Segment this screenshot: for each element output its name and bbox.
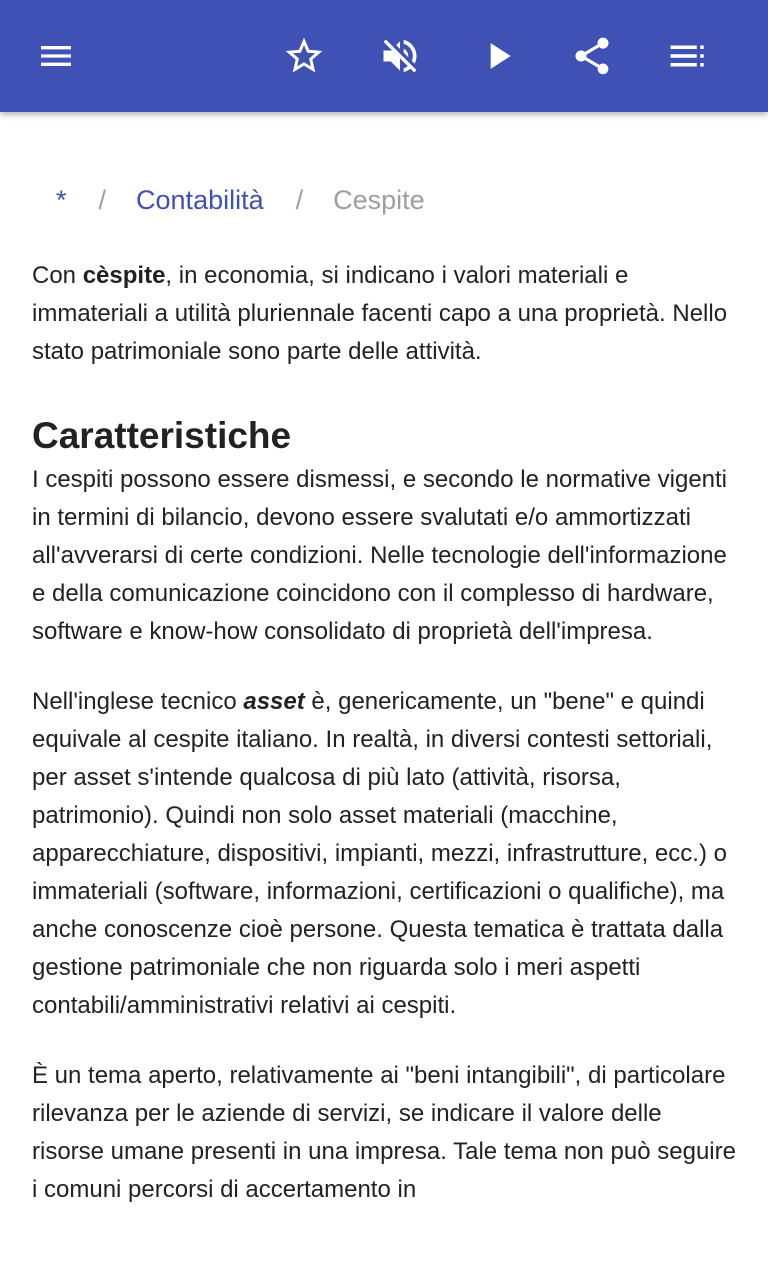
menu-button[interactable]: [28, 28, 84, 84]
playlist-button[interactable]: [660, 28, 716, 84]
paragraph-3: È un tema aperto, relativamente ai "beni intangibili", di particolare rilevanza per le aziende di servizi, se indicare il valore delle risorse umane presenti in una impresa. Tale tema non può seguire i comuni percorsi di accertamento in: [32, 1062, 736, 1203]
paragraph-2-text: è, genericamente, un "bene" e quindi equivale al cespite italiano. In realtà, in diversi contesti settoriali, per asset s'intende qualcosa di più lato (attività, risorsa, patrimonio). Quindi non solo asset materiali (macchine, apparecchiature, dispositivi, impianti, mezzi, infrastrutture, ecc.) o immateriali (software, informazioni, certificazioni o qualifiche), ma anche conoscenze cioè persone. Questa tematica è trattata dalla gestione patrimoniale che non riguarda solo i meri aspetti contabili/amministrativi relativi ai cespiti.: [32, 688, 727, 1019]
breadcrumb-separator: /: [98, 184, 107, 215]
share-button[interactable]: [564, 28, 620, 84]
play-icon: [476, 34, 520, 78]
paragraph-2-text: Nell'inglese tecnico: [32, 688, 244, 715]
breadcrumb-separator: /: [295, 184, 304, 215]
star-outline-icon: [282, 34, 326, 78]
section-heading: Caratteristiche: [32, 415, 292, 456]
paragraph-2-term: asset: [243, 688, 305, 715]
share-icon: [570, 34, 614, 78]
mute-button[interactable]: [372, 28, 428, 84]
paragraph-2: [32, 683, 736, 1025]
breadcrumb-current: Cespite: [333, 184, 425, 215]
breadcrumb-home-link[interactable]: *: [56, 184, 67, 215]
play-button[interactable]: [470, 28, 526, 84]
paragraph-1: I cespiti possono essere dismessi, e secondo le normative vigenti in termini di bilancio, devono essere svalutati e/o ammortizzati all'avverarsi di certe condizioni. Nelle tecnologie dell'informazione e della comunicazione coincidono con il complesso di hardware, software e know-how consolidato di proprietà dell'impresa.: [32, 466, 728, 645]
breadcrumb: [32, 180, 736, 220]
favorite-button[interactable]: [276, 28, 332, 84]
volume-off-icon: [378, 34, 422, 78]
app-toolbar: [0, 0, 768, 112]
article-content: [32, 112, 736, 1280]
intro-text: Con: [32, 262, 83, 289]
playlist-icon: [667, 35, 709, 77]
hamburger-menu-icon: [36, 36, 76, 76]
intro-text: , in economia, si indicano i valori materiali e immateriali a utilità pluriennale facenti capo a una proprietà. Nello stato patrimoniale sono parte delle attività.: [32, 262, 728, 365]
breadcrumb-category-link[interactable]: Contabilità: [136, 184, 264, 215]
intro-paragraph: [32, 257, 736, 371]
intro-term: cèspite: [82, 262, 166, 289]
